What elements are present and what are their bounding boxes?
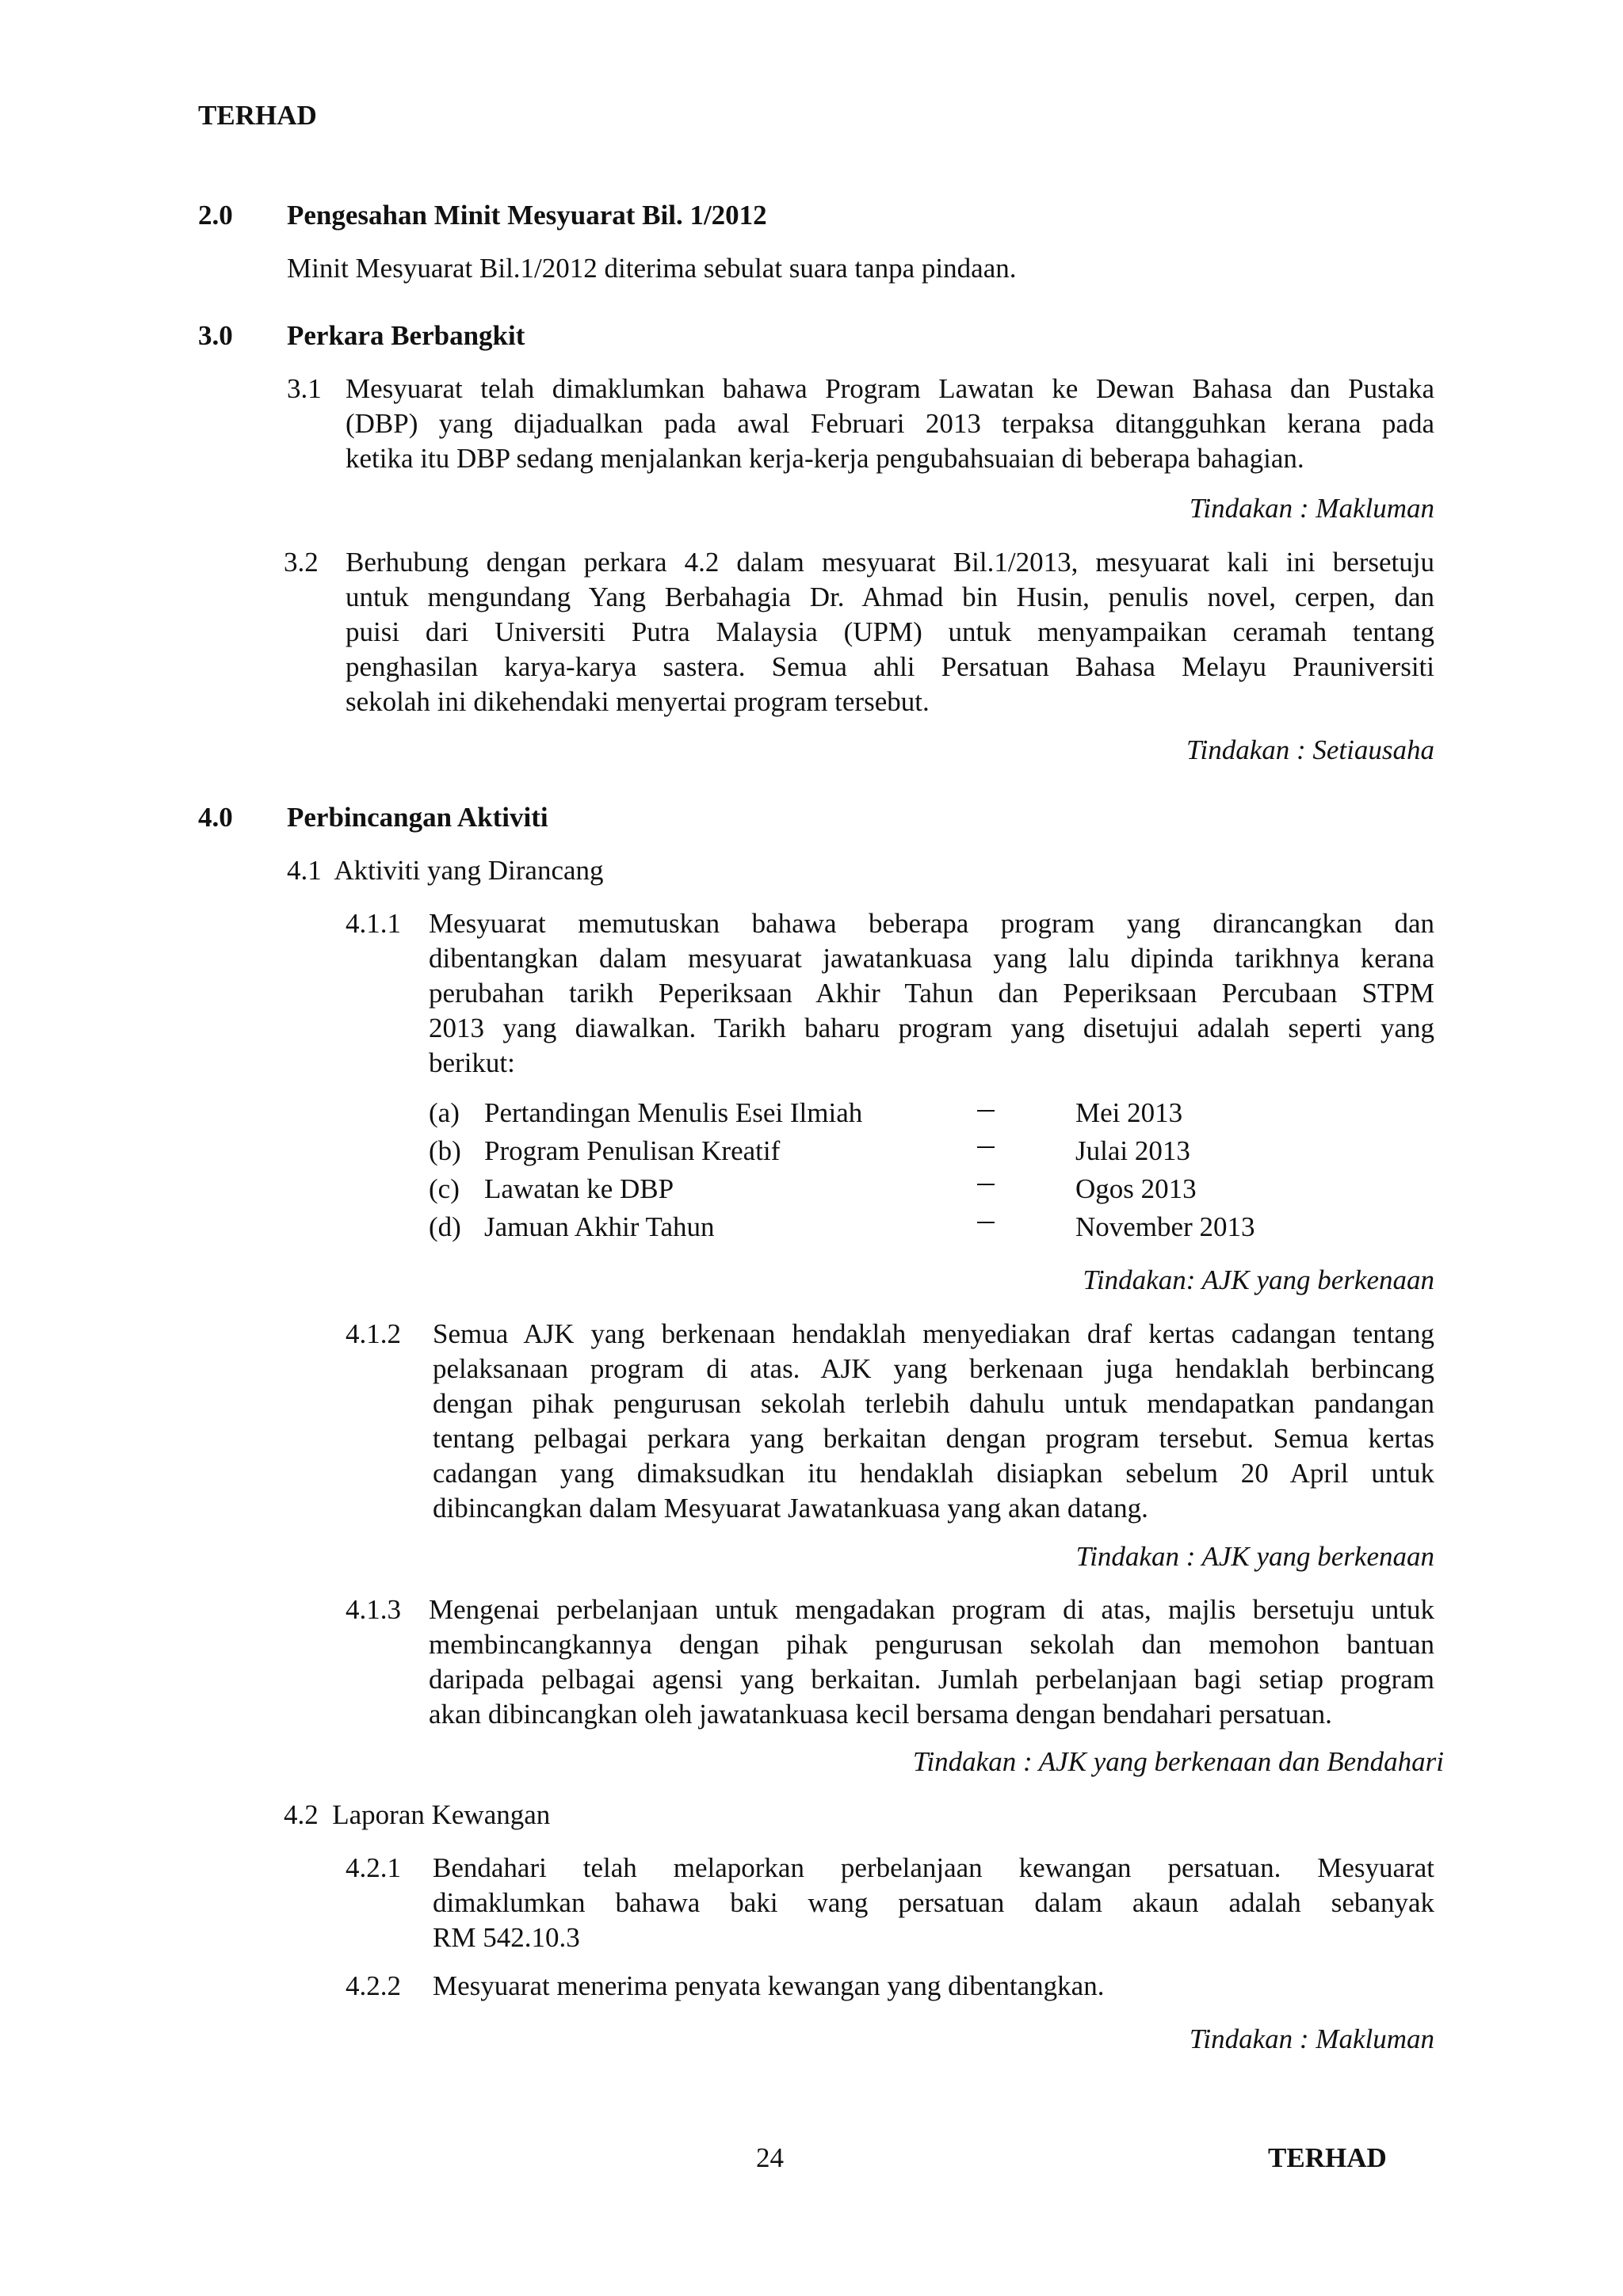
dash-separator	[977, 1146, 995, 1148]
item-3-1-action: Tindakan : Makluman	[1189, 493, 1434, 524]
footer-classification: TERHAD	[1268, 2142, 1387, 2173]
item-3-2-line: puisi dari Universiti Putra Malaysia (UPM) untuk menyampaikan ceramah tentang	[346, 616, 1434, 647]
dash-separator	[977, 1222, 995, 1223]
dash-separator	[977, 1184, 995, 1185]
program-date: Julai 2013	[1075, 1135, 1190, 1166]
item-4-1-2-line: cadangan yang dimaksudkan itu hendaklah disiapkan sebelum 20 April untuk	[433, 1458, 1434, 1489]
item-4-2-1-number: 4.2.1	[346, 1852, 401, 1883]
section-4-title: Perbincangan Aktiviti	[287, 802, 548, 833]
item-4-1-1-line: berikut:	[429, 1047, 515, 1078]
item-3-2-line: sekolah ini dikehendaki menyertai program tersebut.	[346, 686, 930, 717]
item-3-2-action: Tindakan : Setiausaha	[1186, 734, 1434, 765]
item-3-1-line: (DBP) yang dijadualkan pada awal Februari 2013 terpaksa ditangguhkan kerana pada	[346, 408, 1434, 439]
section-2-number: 2.0	[198, 200, 233, 231]
item-4-1-1-line: perubahan tarikh Peperiksaan Akhir Tahun dan Peperiksaan Percubaan STPM	[429, 978, 1434, 1009]
item-3-1-line: Mesyuarat telah dimaklumkan bahawa Program Lawatan ke Dewan Bahasa dan Pustaka	[346, 373, 1434, 404]
program-label: (d)	[429, 1211, 461, 1242]
subsection-4-1-label: 4.1 Aktiviti yang Dirancang	[287, 855, 604, 886]
item-4-1-1-action: Tindakan: AJK yang berkenaan	[1083, 1264, 1434, 1295]
item-4-1-2-line: tentang pelbagai perkara yang berkaitan dengan program tersebut. Semua kertas	[433, 1423, 1434, 1454]
item-4-1-3-line: akan dibincangkan oleh jawatankuasa kecil bersama dengan bendahari persatuan.	[429, 1699, 1332, 1730]
item-3-2-line: untuk mengundang Yang Berbahagia Dr. Ahmad bin Husin, penulis novel, cerpen, dan	[346, 582, 1434, 612]
header-classification: TERHAD	[198, 100, 317, 131]
page-number: 24	[756, 2142, 784, 2173]
item-4-1-2-line: Semua AJK yang berkenaan hendaklah menyediakan draf kertas cadangan tentang	[433, 1318, 1434, 1349]
item-4-1-2-action: Tindakan : AJK yang berkenaan	[1075, 1541, 1434, 1572]
item-4-1-3-action: Tindakan : AJK yang berkenaan dan Bendahari	[912, 1746, 1444, 1777]
item-3-2-line: penghasilan karya-karya sastera. Semua ahli Persatuan Bahasa Melayu Prauniversiti	[346, 651, 1434, 682]
item-4-1-1-line: Mesyuarat memutuskan bahawa beberapa program yang dirancangkan dan	[429, 908, 1434, 939]
item-3-2-line: Berhubung dengan perkara 4.2 dalam mesyuarat Bil.1/2013, mesyuarat kali ini bersetuju	[346, 547, 1434, 578]
item-4-1-3-line: Mengenai perbelanjaan untuk mengadakan program di atas, majlis bersetuju untuk	[429, 1594, 1434, 1625]
item-4-1-2-number: 4.1.2	[346, 1318, 401, 1349]
item-4-1-3-line: daripada pelbagai agensi yang berkaitan. Jumlah perbelanjaan bagi setiap program	[429, 1664, 1434, 1695]
item-4-2-2-text: Mesyuarat menerima penyata kewangan yang dibentangkan.	[433, 1970, 1105, 2001]
program-name: Jamuan Akhir Tahun	[484, 1211, 715, 1242]
item-3-1-number: 3.1	[287, 373, 322, 404]
program-label: (b)	[429, 1135, 461, 1166]
program-name: Pertandingan Menulis Esei Ilmiah	[484, 1097, 863, 1128]
item-4-1-1-line: 2013 yang diawalkan. Tarikh baharu program yang disetujui adalah seperti yang	[429, 1013, 1434, 1043]
item-4-1-3-line: membincangkannya dengan pihak pengurusan sekolah dan memohon bantuan	[429, 1629, 1434, 1660]
program-name: Lawatan ke DBP	[484, 1173, 674, 1204]
item-3-2-number: 3.2	[284, 547, 319, 578]
item-4-1-2-line: dibincangkan dalam Mesyuarat Jawatankuasa yang akan datang.	[433, 1493, 1148, 1524]
program-label: (c)	[429, 1173, 460, 1204]
item-4-1-3-number: 4.1.3	[346, 1594, 401, 1625]
section-2-text: Minit Mesyuarat Bil.1/2012 diterima sebulat suara tanpa pindaan.	[287, 253, 1017, 284]
item-4-2-1-line: RM 542.10.3	[433, 1922, 580, 1953]
item-3-1-line: ketika itu DBP sedang menjalankan kerja-kerja pengubahsuaian di beberapa bahagian.	[346, 443, 1304, 474]
item-4-1-2-line: pelaksanaan program di atas. AJK yang berkenaan juga hendaklah berbincang	[433, 1353, 1434, 1384]
item-4-1-2-line: dengan pihak pengurusan sekolah terlebih dahulu untuk mendapatkan pandangan	[433, 1388, 1434, 1419]
item-4-2-action: Tindakan : Makluman	[1189, 2023, 1434, 2054]
program-label: (a)	[429, 1097, 460, 1128]
item-4-2-1-line: Bendahari telah melaporkan perbelanjaan kewangan persatuan. Mesyuarat	[433, 1852, 1434, 1883]
section-4-number: 4.0	[198, 802, 233, 833]
program-date: Ogos 2013	[1075, 1173, 1197, 1204]
item-4-1-1-line: dibentangkan dalam mesyuarat jawatankuasa yang lalu dipinda tarikhnya kerana	[429, 943, 1434, 974]
section-3-title: Perkara Berbangkit	[287, 320, 525, 351]
subsection-4-2-label: 4.2 Laporan Kewangan	[284, 1799, 551, 1830]
item-4-1-1-number: 4.1.1	[346, 908, 401, 939]
item-4-2-2-number: 4.2.2	[346, 1970, 401, 2001]
section-3-number: 3.0	[198, 320, 233, 351]
dash-separator	[977, 1110, 995, 1112]
item-4-2-1-line: dimaklumkan bahawa baki wang persatuan dalam akaun adalah sebanyak	[433, 1887, 1434, 1918]
program-name: Program Penulisan Kreatif	[484, 1135, 781, 1166]
section-2-title: Pengesahan Minit Mesyuarat Bil. 1/2012	[287, 200, 767, 231]
program-date: November 2013	[1075, 1211, 1255, 1242]
program-date: Mei 2013	[1075, 1097, 1183, 1128]
